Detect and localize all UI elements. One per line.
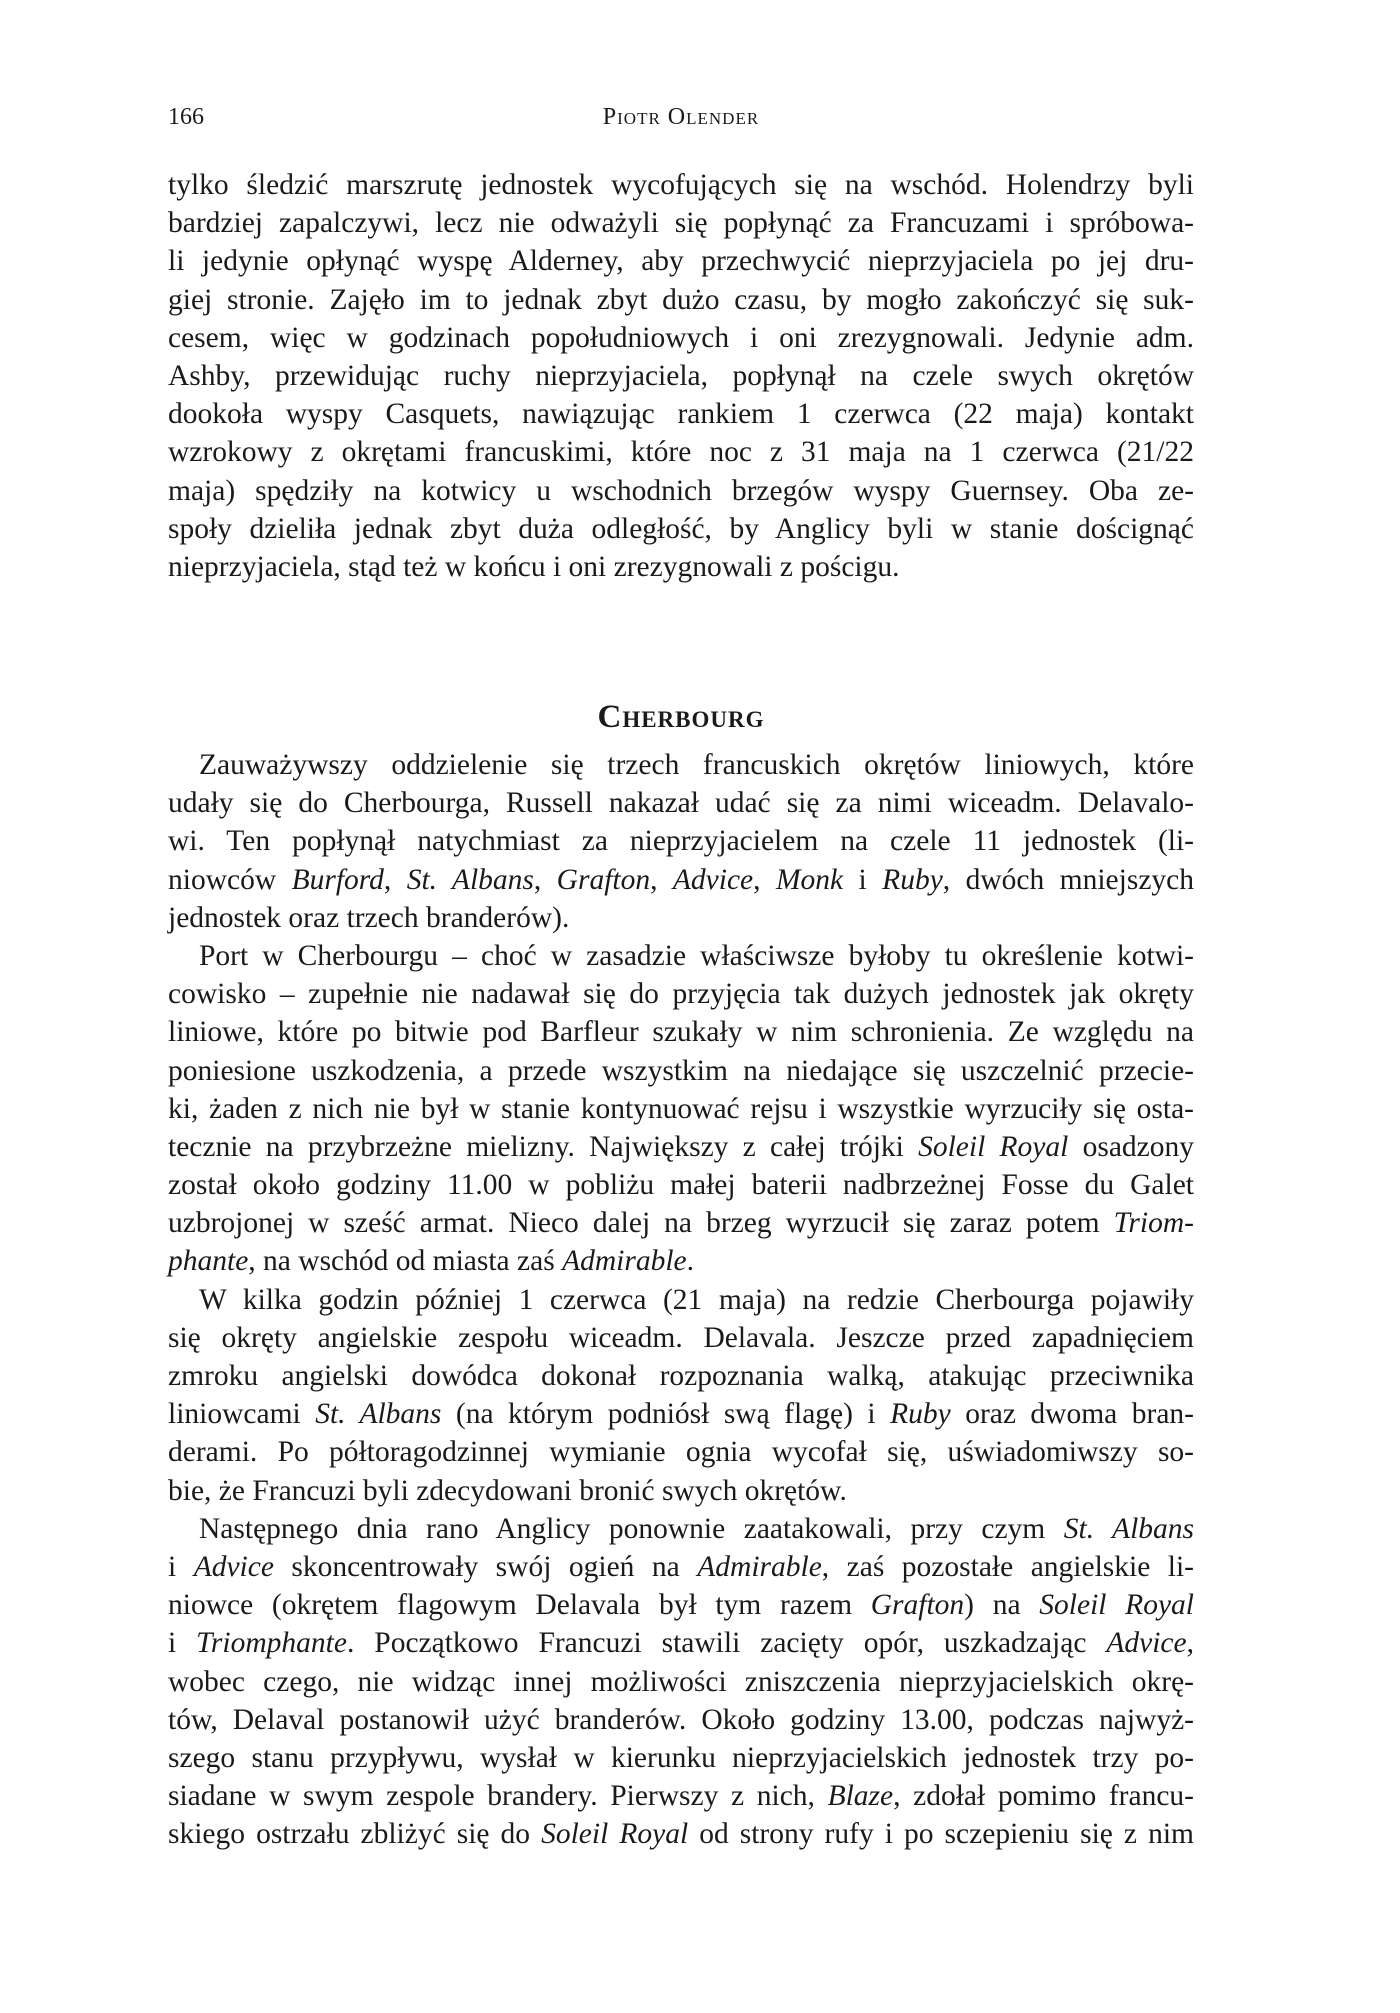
text-line: tów, Delaval postanowił użyć branderów. Około godziny 13.00, podczas najwyż- xyxy=(168,1703,1194,1736)
text-line: Zauważywszy oddzielenie się trzech francuskich okrętów liniowych, które xyxy=(199,749,1194,781)
text-line: liniowe, które po bitwie pod Barfleur szukały w nim schronienia. Ze względu na xyxy=(168,1016,1194,1049)
text-line: bie, że Francuzi byli zdecydowani bronić swych okrętów. xyxy=(168,1474,847,1507)
text-line: udały się do Cherbourga, Russell nakazał udać się za nimi wiceadm. Delavalo- xyxy=(168,787,1194,820)
text-line: i Advice skoncentrowały swój ogień na Admirable, zaś pozostałe angielskie li- xyxy=(168,1550,1194,1583)
text-line: wzrokowy z okrętami francuskimi, które noc z 31 maja na 1 czerwca (21/22 xyxy=(168,436,1194,469)
text-line: W kilka godzin później 1 czerwca (21 maja) na redzie Cherbourga pojawiły xyxy=(199,1283,1194,1316)
paragraph xyxy=(168,1281,1194,1510)
text-line: bardziej zapalczywi, lecz nie odważyli się popłynąć za Francuzami i spróbowa- xyxy=(168,207,1194,240)
text-line: uzbrojonej w sześć armat. Nieco dalej na brzeg wyrzucił się zaraz potem Triom- xyxy=(168,1207,1194,1240)
paragraph xyxy=(168,937,1194,1281)
text-line: phante, na wschód od miasta zaś Admirable. xyxy=(168,1245,694,1278)
text-line: derami. Po półtoragodzinnej wymianie ognia wycofał się, uświadomiwszy so- xyxy=(168,1436,1194,1469)
text-line: niowców Burford, St. Albans, Grafton, Advice, Monk i Ruby, dwóch mniejszych xyxy=(168,863,1195,896)
running-title-author: Piotr Olender xyxy=(602,104,760,130)
text-line: cowisko – zupełnie nie nadawał się do przyjęcia tak dużych jednostek jak okręty xyxy=(168,978,1194,1011)
text-line: społy dzieliła jednak zbyt duża odległość, by Anglicy byli w stanie doścignąć xyxy=(168,512,1194,545)
text-line: skiego ostrzału zbliżyć się do Soleil Royal od strony rufy i po sczepieniu się z nim xyxy=(168,1818,1194,1851)
text-line: Następnego dnia rano Anglicy ponownie zaatakowali, przy czym St. Albans xyxy=(199,1512,1194,1545)
text-line: li jedynie opłynąć wyspę Alderney, aby przechwycić nieprzyjaciela po jej dru- xyxy=(168,245,1194,278)
text-line: wi. Ten popłynął natychmiast za nieprzyjacielem na czele 11 jednostek (li- xyxy=(168,825,1194,858)
text-line: niowce (okrętem flagowym Delavala był tym razem Grafton) na Soleil Royal xyxy=(168,1589,1194,1622)
text-line: Port w Cherbourgu – choć w zasadzie właściwsze byłoby tu określenie kotwi- xyxy=(199,939,1194,972)
text-line: się okręty angielskie zespołu wiceadm. Delavala. Jeszcze przed zapadnięciem xyxy=(168,1321,1194,1354)
paragraph xyxy=(168,1510,1194,1854)
text-line: tecznie na przybrzeżne mielizny. Największy z całej trójki Soleil Royal osadzony xyxy=(168,1130,1195,1163)
text-line: liniowcami St. Albans (na którym podniósł swą flagę) i Ruby oraz dwoma bran- xyxy=(168,1398,1194,1431)
paragraph xyxy=(168,746,1194,937)
text-line: dookoła wyspy Casquets, nawiązując rankiem 1 czerwca (22 maja) kontakt xyxy=(168,398,1194,431)
text-line: szego stanu przypływu, wysłał w kierunku nieprzyjacielskich jednostek trzy po- xyxy=(168,1741,1194,1774)
text-line: jednostek oraz trzech branderów). xyxy=(168,901,570,934)
text-line: został około godziny 11.00 w pobliżu małej baterii nadbrzeżnej Fosse du Galet xyxy=(168,1169,1194,1202)
page-number: 166 xyxy=(168,104,204,130)
text-line: nieprzyjaciela, stąd też w końcu i oni zrezygnowali z pościgu. xyxy=(168,550,900,583)
paragraph xyxy=(168,166,1194,586)
text-line: cesem, więc w godzinach popołudniowych i oni zrezygnowali. Jedynie adm. xyxy=(168,321,1194,354)
text-line: zmroku angielski dowódca dokonał rozpoznania walką, atakując przeciwnika xyxy=(168,1360,1194,1392)
continued-paragraph xyxy=(168,166,1194,586)
text-line: ki, żaden z nich nie był w stanie kontynuować rejsu i wszystkie wyrzuciły się osta- xyxy=(168,1092,1194,1125)
running-head xyxy=(168,100,1194,134)
text-line: wobec czego, nie widząc innej możliwości zniszczenia nieprzyjacielskich okrę- xyxy=(168,1665,1194,1698)
text-line: poniesione uszkodzenia, a przede wszystkim na niedające się uszczelnić przecie- xyxy=(168,1054,1194,1087)
text-line: i Triomphante. Początkowo Francuzi stawili zacięty opór, uszkadzając Advice, xyxy=(168,1627,1194,1660)
text-line: maja) spędziły na kotwicy u wschodnich brzegów wyspy Guernsey. Oba ze- xyxy=(168,474,1194,507)
text-line: Ashby, przewidując ruchy nieprzyjaciela, popłynął na czele swych okrętów xyxy=(168,359,1194,392)
text-line: tylko śledzić marszrutę jednostek wycofujących się na wschód. Holendrzy byli xyxy=(168,169,1194,201)
section-heading-cherbourg: Cherbourg xyxy=(597,699,765,736)
cherbourg-section-body xyxy=(168,746,1194,1853)
text-line: siadane w swym zespole brandery. Pierwszy z nich, Blaze, zdołał pomimo francu- xyxy=(168,1780,1194,1813)
text-line: giej stronie. Zajęło im to jednak zbyt dużo czasu, by mogło zakończyć się suk- xyxy=(168,283,1194,316)
